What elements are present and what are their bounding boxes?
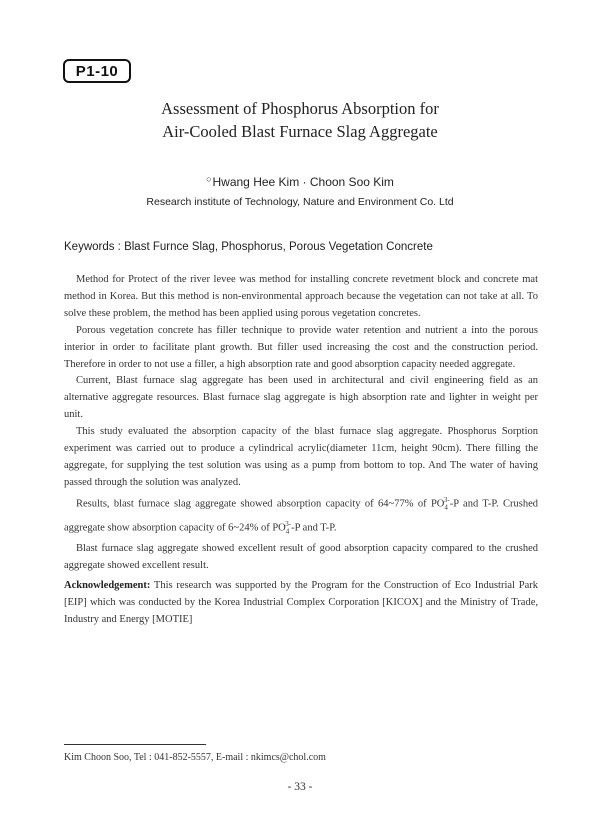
abstract-body xyxy=(64,272,538,575)
footnote-contact: Kim Choon Soo, Tel : 041-852-5557, E-mail : nkimcs@chol.com xyxy=(64,752,326,763)
paragraph-4: This study evaluated the absorption capacity of the blast furnace slag aggregate. Phosphorus Sorption experiment was carried out to produce a cylindrical acrylic(diameter 11cm, height 90cm). There filling the aggregate, for supplying the test solution was using as a pump from bottom to top. And The water of having passed through the solution was analyzed. xyxy=(64,426,538,488)
keywords-line: Keywords : Blast Furnce Slag, Phosphorus, Porous Vegetation Concrete xyxy=(64,241,433,253)
title-line-1: Assessment of Phosphorus Absorption for xyxy=(161,99,439,118)
po4-superscript-2: 3- xyxy=(285,520,292,529)
paragraph-2: Porous vegetation concrete has filler technique to provide water retention and nutrient a into the porous interior in order to facilitate plant growth. But filler used increasing the cost and the construction period. Therefore in order to not use a filler, a high absorption rate and good absorption capacity needed aggregate. xyxy=(64,324,538,370)
po4-subscript-1: 4 xyxy=(444,503,448,512)
acknowledgement xyxy=(64,577,538,628)
paper-title xyxy=(0,97,600,143)
page-number: - 33 - xyxy=(287,781,313,793)
paragraph-5-part-b: -P and T-P. Crushed aggregate show absorption capacity of 6~24% of PO xyxy=(64,498,538,534)
affiliation: Research institute of Technology, Nature and Environment Co. Ltd xyxy=(146,196,454,208)
paragraph-6: Blast furnace slag aggregate showed excellent result of good absorption capacity compared to the crushed aggregate showed excellent result. xyxy=(64,542,538,571)
footnote-divider xyxy=(64,744,206,745)
paragraph-5-part-c: -P and T-P. xyxy=(291,522,337,534)
title-line-2: Air-Cooled Blast Furnace Slag Aggregate xyxy=(162,122,438,141)
presenter-mark: ○ xyxy=(206,174,212,184)
paragraph-3: Current, Blast furnace slag aggregate has been used in architectural and civil engineering field as an alternative aggregate resources. Blast furnace slag aggregate is high absorption rate and lighter in weight per unit. xyxy=(64,375,538,421)
paragraph-5-part-a: Results, blast furnace slag aggregate showed absorption capacity of 64~77% of PO xyxy=(76,498,445,510)
paragraph-1: Method for Protect of the river levee was method for installing concrete revetment block and concrete mat method in Korea. But this method is non-environmental approach because the vegetation can not take at all. To solve these problem, the method has been applied using porous vegetation concretes. xyxy=(64,274,538,319)
session-code-badge: P1-10 xyxy=(63,59,131,83)
author-line xyxy=(0,174,600,189)
po4-subscript-2: 4 xyxy=(285,527,290,536)
po4-superscript-1: 3- xyxy=(443,495,450,504)
acknowledgement-label: Acknowledgement: xyxy=(64,580,151,591)
paragraph-5 xyxy=(64,492,538,541)
acknowledgement-text: This research was supported by the Program for the Construction of Eco Industrial Park [EIP] which was conducted by the Korea Industrial Complex Corporation [KICOX] and the Ministry of Trade, Industry and Energy [MOTIE] xyxy=(64,580,538,625)
author-names: Hwang Hee Kim · Choon Soo Kim xyxy=(212,175,394,189)
